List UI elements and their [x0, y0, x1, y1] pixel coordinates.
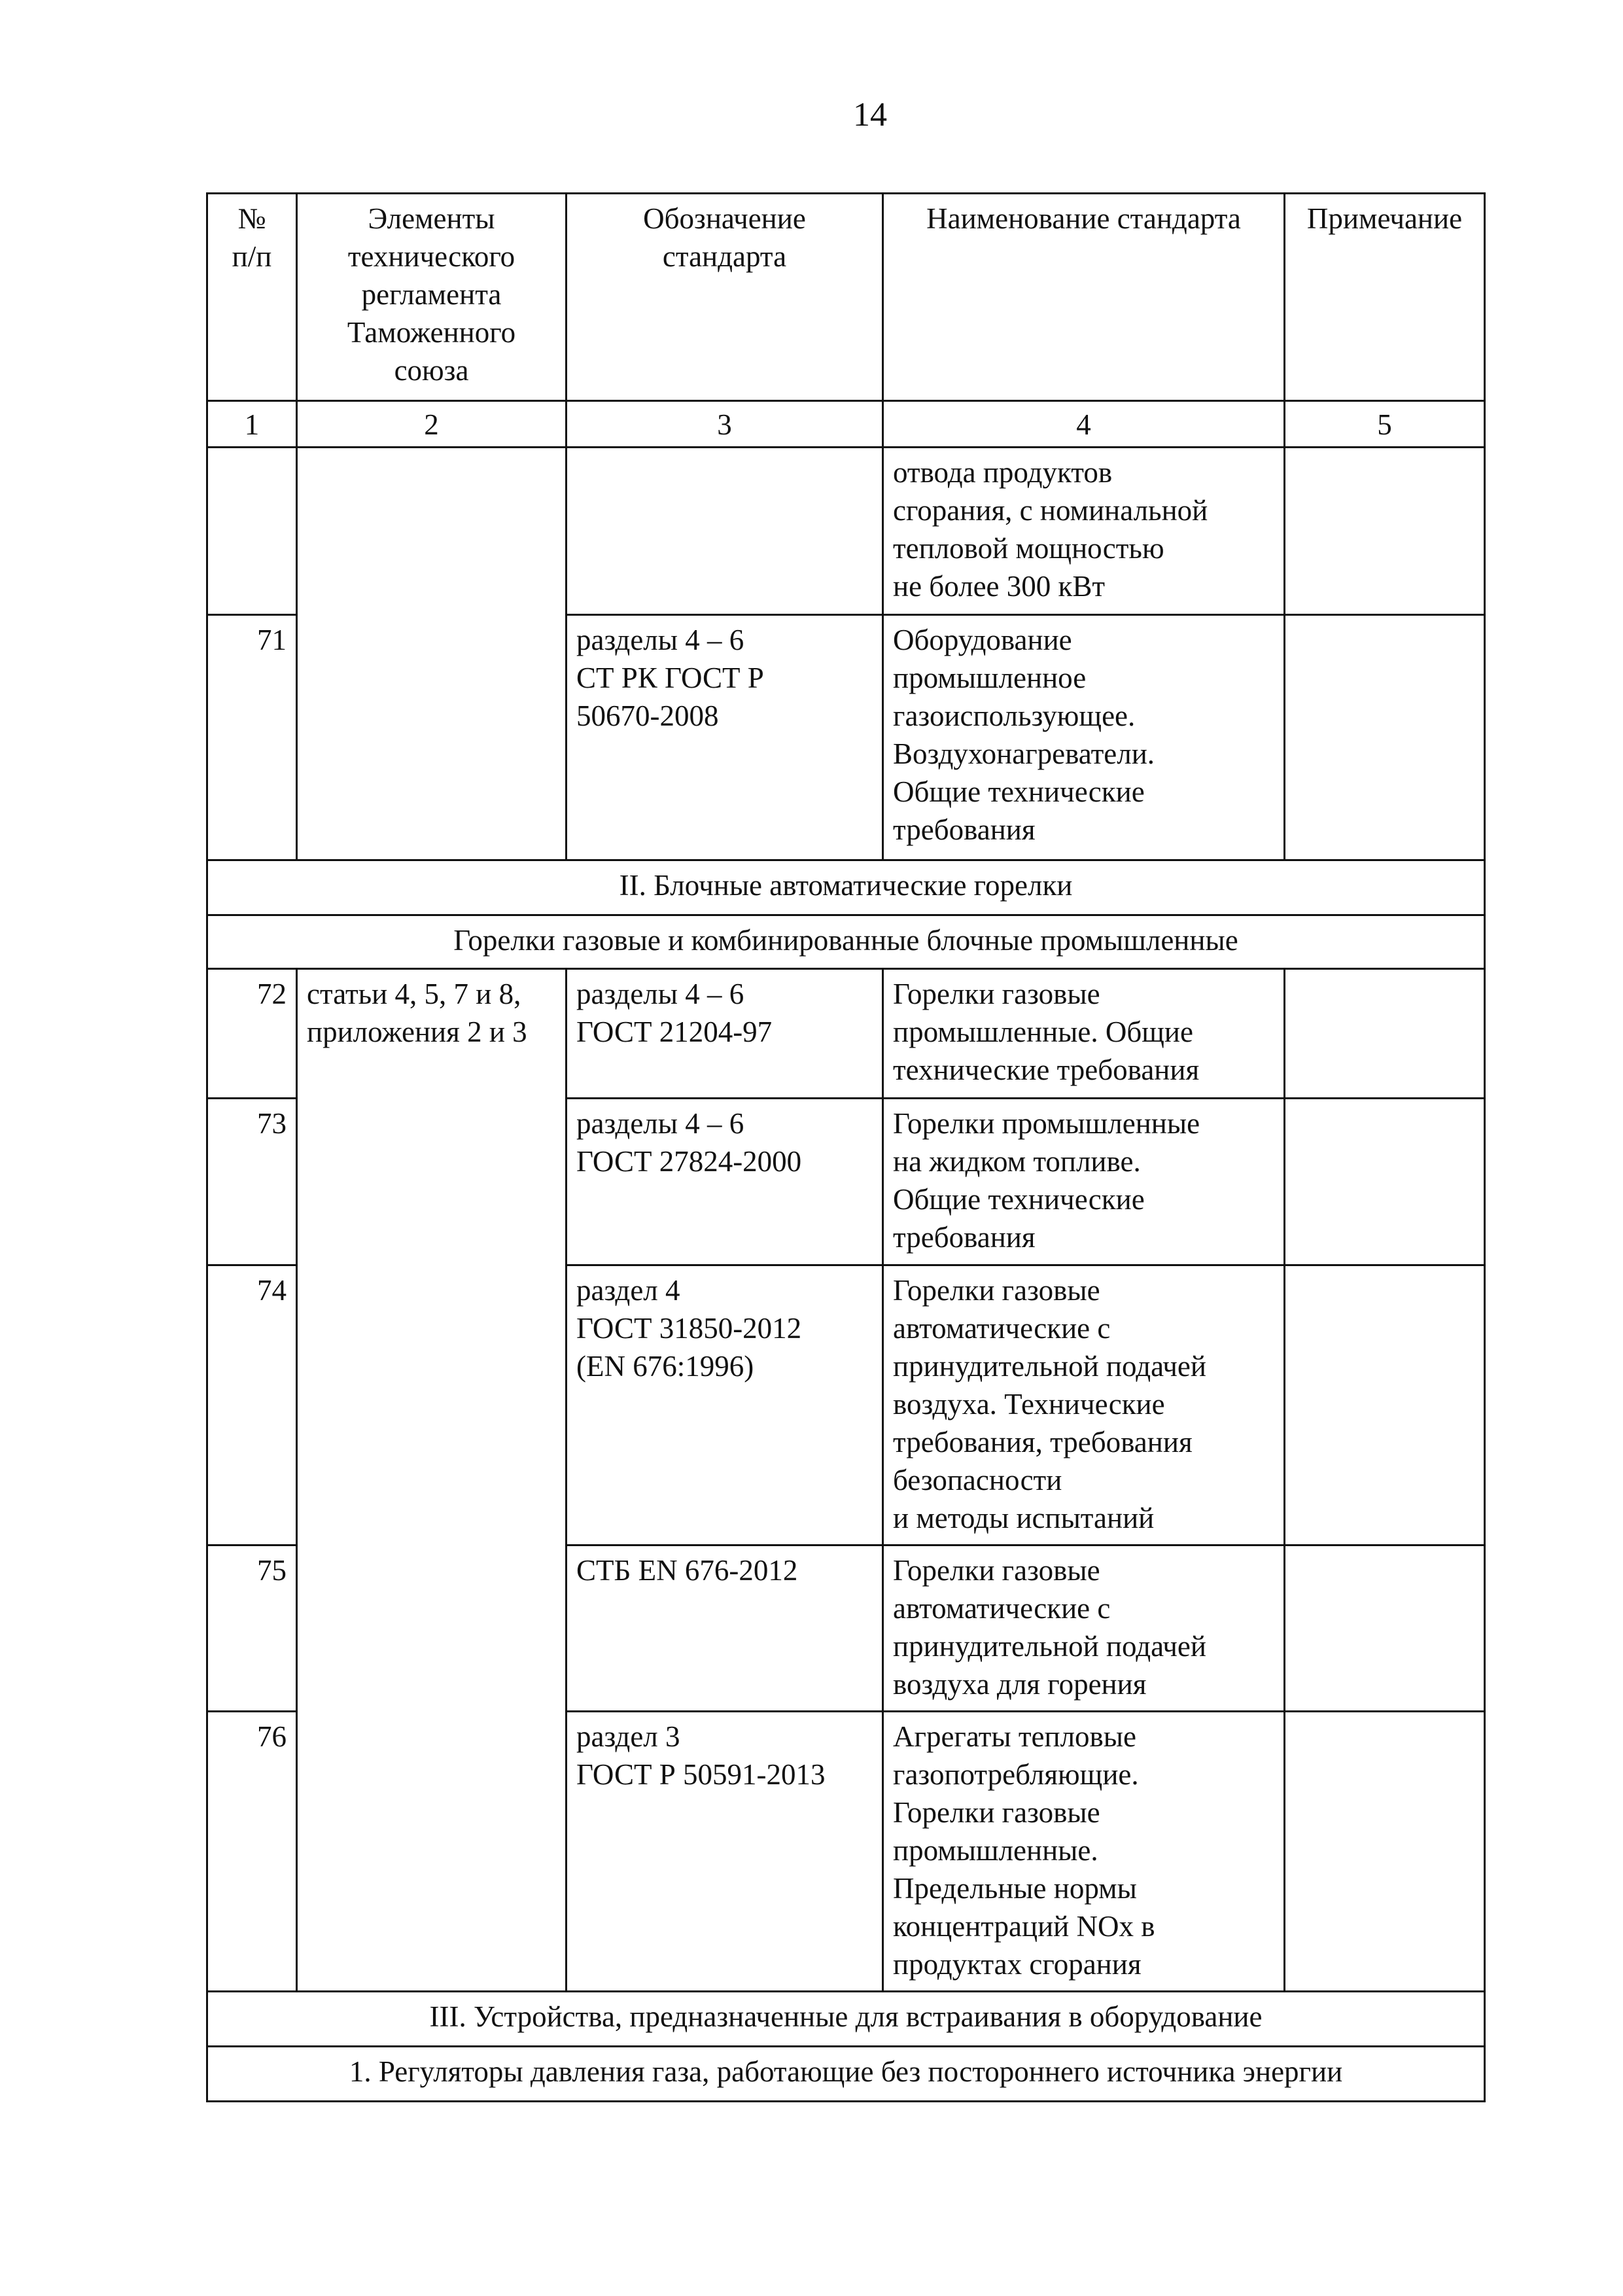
- cell-elements-group: статьи 4, 5, 7 и 8, приложения 2 и 3: [297, 969, 567, 1992]
- cell-number: 76: [207, 1712, 297, 1992]
- cell-designation: разделы 4 – 6 ГОСТ 21204-97: [567, 969, 883, 1099]
- cell-name: отвода продуктов сгорания, с номинальной тепловой мощностью не более 300 кВт: [883, 448, 1285, 615]
- column-numbers-row: [207, 401, 1485, 448]
- subsection-heading: 1. Регуляторы давления газа, работающие без постороннего источника энергии: [207, 2047, 1485, 2102]
- subsection-heading-row: [207, 2047, 1485, 2102]
- cell-number: 75: [207, 1545, 297, 1712]
- cell-number: 74: [207, 1265, 297, 1545]
- table-header-row: [207, 194, 1485, 401]
- column-number-1: 1: [207, 401, 297, 448]
- cell-name: Горелки газовые промышленные. Общие технические требования: [883, 969, 1285, 1099]
- cell-name: Горелки газовые автоматические с принудительной подачей воздуха для горения: [883, 1545, 1285, 1712]
- cell-designation: раздел 4 ГОСТ 31850-2012 (EN 676:1996): [567, 1265, 883, 1545]
- cell-number: 71: [207, 615, 297, 860]
- header-note: Примечание: [1285, 194, 1485, 401]
- cell-elements: [297, 448, 567, 860]
- cell-designation: раздел 3 ГОСТ Р 50591-2013: [567, 1712, 883, 1992]
- cell-number: 72: [207, 969, 297, 1099]
- section-heading-row: [207, 1992, 1485, 2047]
- column-number-5: 5: [1285, 401, 1485, 448]
- table-row-continuation: [207, 448, 1485, 615]
- standards-table: [206, 192, 1486, 2102]
- cell-note: [1285, 1545, 1485, 1712]
- header-elements: Элементы технического регламента Таможенного союза: [297, 194, 567, 401]
- subsection-heading: Горелки газовые и комбинированные блочные промышленные: [207, 915, 1485, 969]
- subsection-heading-row: [207, 915, 1485, 969]
- cell-designation: разделы 4 – 6 СТ РК ГОСТ Р 50670-2008: [567, 615, 883, 860]
- cell-note: [1285, 1099, 1485, 1265]
- cell-note: [1285, 448, 1485, 615]
- cell-designation: СТБ EN 676-2012: [567, 1545, 883, 1712]
- column-number-2: 2: [297, 401, 567, 448]
- cell-number: 73: [207, 1099, 297, 1265]
- column-number-4: 4: [883, 401, 1285, 448]
- cell-designation: [567, 448, 883, 615]
- cell-number: [207, 448, 297, 615]
- cell-note: [1285, 969, 1485, 1099]
- table-row-72: [207, 969, 1485, 1099]
- column-number-3: 3: [567, 401, 883, 448]
- cell-designation: разделы 4 – 6 ГОСТ 27824-2000: [567, 1099, 883, 1265]
- cell-name: Агрегаты тепловые газопотребляющие. Горелки газовые промышленные. Предельные нормы концентраций NOx в продуктах сгорания: [883, 1712, 1285, 1992]
- section-heading-row: [207, 860, 1485, 915]
- header-designation: Обозначение стандарта: [567, 194, 883, 401]
- cell-note: [1285, 615, 1485, 860]
- cell-name: Горелки промышленные на жидком топливе. Общие технические требования: [883, 1099, 1285, 1265]
- section-heading: III. Устройства, предназначенные для встраивания в оборудование: [207, 1992, 1485, 2047]
- cell-name: Горелки газовые автоматические с принудительной подачей воздуха. Технические требования, требования безопасности и методы испытаний: [883, 1265, 1285, 1545]
- section-heading: II. Блочные автоматические горелки: [207, 860, 1485, 915]
- cell-name: Оборудование промышленное газоиспользующее. Воздухонагреватели. Общие технические требования: [883, 615, 1285, 860]
- header-number: № п/п: [207, 194, 297, 401]
- header-name: Наименование стандарта: [883, 194, 1285, 401]
- page-number: 14: [853, 96, 887, 133]
- cell-note: [1285, 1265, 1485, 1545]
- cell-note: [1285, 1712, 1485, 1992]
